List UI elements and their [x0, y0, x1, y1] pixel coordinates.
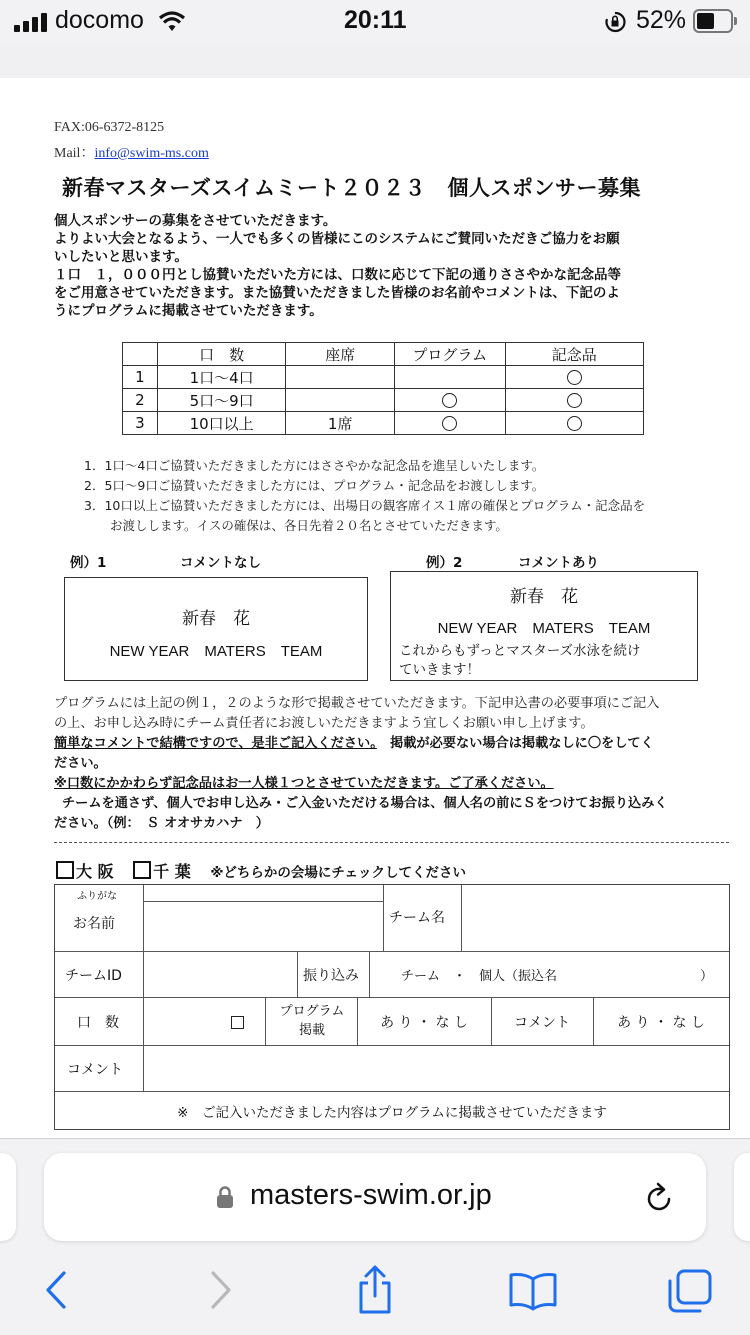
document-page[interactable]: [0, 78, 750, 1138]
seat-cell: [286, 366, 395, 389]
comment-yes-no[interactable]: あ り ・ な し: [617, 1015, 705, 1031]
mail-label: Mail：: [54, 146, 95, 161]
description-line: プログラムには上記の例１，２のような形で掲載させていただきます。下記申込書の必要事項にご記入: [54, 696, 660, 711]
table-row: [123, 366, 644, 389]
example2-team: NEW YEAR MATERS TEAM: [437, 620, 651, 637]
circle-mark-icon: [442, 416, 457, 431]
header-cell: 座席: [286, 343, 395, 366]
circle-mark-icon: [567, 416, 582, 431]
note-item: 3．10口以上ご協賛いただきました方には、出場日の観客席イス１席の確保とプログラム・記念品を: [84, 498, 646, 513]
venue-osaka-label: 大 阪: [76, 862, 114, 881]
team-name-label: チーム名: [389, 910, 445, 926]
previous-tab-peek[interactable]: [0, 1153, 16, 1241]
example2-label: 例）2: [426, 555, 463, 571]
sponsor-grade-table: [122, 342, 644, 435]
row-number: 3: [123, 412, 158, 435]
description-line: の上、お申し込み時にチーム責任者にお渡しいただきますよう宜しくお願い申し上げます。: [54, 716, 594, 731]
intro-text: [54, 212, 714, 320]
example1-team: NEW YEAR MATERS TEAM: [109, 643, 323, 660]
venue-osaka[interactable]: [56, 862, 114, 881]
furigana-label: ふりがな: [77, 891, 117, 902]
transfer-label: 振り込み: [303, 968, 359, 984]
tabs-icon[interactable]: [665, 1267, 715, 1315]
next-tab-peek[interactable]: [734, 1153, 750, 1241]
header-cell: 記念品: [505, 343, 643, 366]
furigana-field[interactable]: [144, 886, 382, 900]
venue-chiba[interactable]: [133, 862, 191, 881]
header-cell: 口 数: [157, 343, 286, 366]
description-text: [54, 694, 724, 834]
comment-field[interactable]: [144, 1046, 728, 1090]
intro-line: 個人スポンサーの募集をさせていただきます。: [54, 213, 337, 229]
name-label: お名前: [73, 916, 115, 932]
note-item: 1．1口〜4口ご協賛いただきました方にはささやかな記念品を進呈しいたします。: [84, 458, 545, 473]
signal-icon: [14, 0, 48, 44]
page-title: 新春マスターズスイムミート２０２３ 個人スポンサー募集: [62, 176, 642, 200]
reload-icon[interactable]: [645, 1181, 675, 1213]
example1-name: 新春 花: [182, 609, 250, 629]
circle-mark-icon: [442, 393, 457, 408]
gift-limit-note: ※口数にかかわらず記念品はお一人様１つとさせていただきます。ご了承ください。: [54, 776, 554, 791]
bold-note-line: ださい。: [54, 756, 107, 771]
address-bar[interactable]: [44, 1153, 706, 1241]
program-label-line: プログラム: [279, 1004, 345, 1019]
browser-toolbar: [0, 1138, 750, 1335]
example2-name: 新春 花: [510, 587, 578, 607]
row-number: 2: [123, 389, 158, 412]
example2-comment-line: ていきます！: [399, 662, 480, 678]
bookmarks-icon[interactable]: [508, 1271, 558, 1311]
checkbox-icon[interactable]: [56, 861, 74, 879]
units-cell: 1口〜4口: [157, 366, 286, 389]
circle-mark-icon: [567, 393, 582, 408]
transfer-option[interactable]: チーム ・ 個人（振込名: [401, 969, 558, 984]
clock: 20:11: [344, 6, 407, 34]
lock-icon: [216, 1185, 234, 1209]
battery-icon: [693, 9, 737, 33]
battery-percent: 52%: [636, 6, 687, 34]
seat-cell: 1席: [286, 412, 395, 435]
example2-box: [390, 571, 698, 681]
mail-line: [54, 142, 209, 162]
units-field[interactable]: [144, 998, 264, 1044]
intro-line: をご用意させていただきます。また協賛いただきました皆様のお名前やコメントは、下記のよ: [54, 285, 620, 301]
carrier-name: docomo: [55, 6, 144, 34]
program-listing-label: [267, 1002, 357, 1040]
comment-request: 簡単なコメントで結構ですので、是非ご記入ください。: [54, 736, 377, 751]
forward-icon[interactable]: [203, 1269, 237, 1311]
units-label: 口 数: [77, 1015, 119, 1031]
program-yes-no[interactable]: あ り ・ な し: [380, 1015, 468, 1031]
venue-chiba-label: 千 葉: [153, 862, 191, 881]
gift-cell: [505, 389, 643, 412]
page-top-gap: [0, 44, 750, 79]
individual-note-line: チームを通さず、個人でお申し込み・ご入金いただける場合は、個人名の前にＳをつけてお振り込みく: [62, 796, 668, 811]
row-number: 1: [123, 366, 158, 389]
application-form: [54, 884, 730, 1130]
intro-line: いしたいと思います。: [54, 249, 188, 265]
note-item: お渡しします。イスの確保は、各日先着２０名とさせていただきます。: [110, 518, 508, 533]
unit-box-icon: [231, 1016, 244, 1029]
units-cell: 10口以上: [157, 412, 286, 435]
team-id-field[interactable]: [144, 952, 296, 996]
comment-label: コメント: [67, 1062, 123, 1078]
bold-note-line: [54, 734, 724, 754]
program-cell: [394, 389, 505, 412]
table-row: [123, 412, 644, 435]
status-bar: [0, 0, 750, 44]
team-name-field[interactable]: [462, 886, 728, 950]
no-listing-note: 掲載が必要ない場合は掲載なしに〇をしてく: [390, 736, 654, 751]
note-item: 2．5口〜9口ご協賛いただきました方には、プログラム・記念品をお渡しします。: [84, 478, 545, 493]
circle-mark-icon: [567, 370, 582, 385]
table-header-row: [123, 343, 644, 366]
checkbox-icon[interactable]: [133, 861, 151, 879]
seat-cell: [286, 389, 395, 412]
gift-cell: [505, 366, 643, 389]
example2-comment-line: これからもずっとマスターズ水泳を続け: [399, 643, 641, 659]
mail-link[interactable]: info@swim-ms.com: [94, 146, 209, 161]
team-id-label: チームID: [65, 968, 122, 984]
units-cell: 5口〜9口: [157, 389, 286, 412]
program-label-line: 掲載: [298, 1023, 325, 1038]
share-icon[interactable]: [354, 1265, 396, 1315]
back-icon[interactable]: [40, 1269, 74, 1311]
example2-tag: コメントあり: [518, 555, 599, 571]
program-cell: [394, 366, 505, 389]
divider: [54, 842, 729, 843]
intro-line: １口 １，０００円とし協賛いただいた方には、口数に応じて下記の通りささやかな記念品等: [54, 267, 621, 283]
intro-line: うにプログラムに掲載させていただきます。: [54, 303, 323, 319]
program-cell: [394, 412, 505, 435]
header-cell: プログラム: [394, 343, 505, 366]
notes-list: [84, 456, 724, 536]
venue-note: ※どちらかの会場にチェックしてください: [210, 865, 467, 881]
intro-line: よりよい大会となるよう、一人でも多くの皆様にこのシステムにご賛同いただきご協力をお願: [54, 231, 620, 247]
orientation-lock-icon: [604, 11, 626, 33]
name-field[interactable]: [144, 903, 382, 950]
wifi-icon: [158, 10, 186, 32]
table-row: [123, 389, 644, 412]
fax-number: FAX:06-6372-8125: [54, 120, 165, 135]
url-text[interactable]: masters-swim.or.jp: [250, 1179, 492, 1211]
individual-note-line: ださい。（例： Ｓ オオサカハナ ）: [54, 816, 269, 831]
venue-selection: [56, 859, 466, 882]
example1-box: [64, 577, 368, 681]
gift-cell: [505, 412, 643, 435]
header-cell: [123, 343, 158, 366]
form-footer-note: ※ ご記入いただきました内容はプログラムに掲載させていただきます: [177, 1105, 607, 1121]
comment-option-label: コメント: [514, 1015, 570, 1031]
transfer-close-paren: ）: [700, 969, 714, 984]
example1-tag: コメントなし: [180, 555, 261, 571]
example1-label: 例）1: [70, 555, 107, 571]
